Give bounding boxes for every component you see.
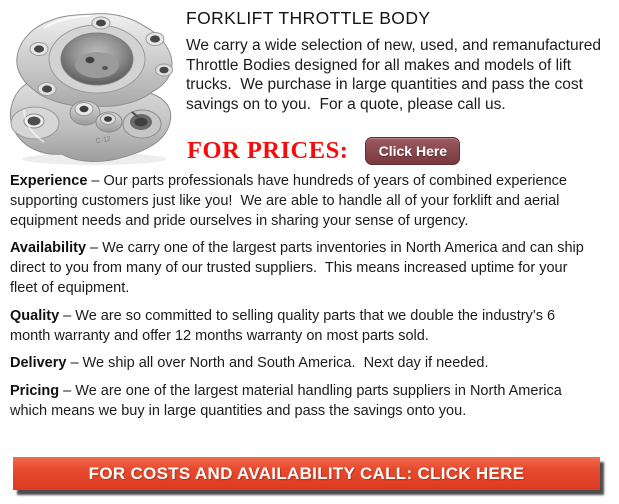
paragraph-text: – We carry one of the largest parts inventories in North America and can ship direct to you from many of our trusted suppliers. This means increased uptime for your fleet of equipment. — [10, 240, 588, 296]
for-prices-label: FOR PRICES: — [187, 137, 349, 164]
info-sections — [10, 172, 594, 430]
paragraph-delivery — [10, 354, 594, 374]
paragraph-text: – We ship all over North and South America. Next day if needed. — [66, 355, 489, 372]
intro-text: We carry a wide selection of new, used, and remanufactured Throttle Bodies designed for all makes and models of lift trucks. We purchase in large quantities and pass the cost savings on to you. For a quote, please call us. — [186, 37, 606, 113]
paragraph-pricing — [10, 382, 594, 422]
prices-row — [187, 137, 460, 165]
paragraph-experience — [10, 172, 594, 231]
paragraph-text: – We are so committed to selling quality parts that we double the industry’s 6 month warranty and offer 12 months warranty on most parts sold. — [10, 307, 560, 344]
paragraph-text: – We are one of the largest material handling parts suppliers in North America which means we buy in large quantities and pass the savings onto you. — [10, 383, 566, 419]
paragraph-text: – Our parts professionals have hundreds of years of combined experience supporting customers just like you! We are able to handle all of your forklift and aerial equipment needs and pride ourselves in sharing your sense of urgency. — [10, 173, 571, 229]
paragraph-heading: Pricing — [10, 383, 60, 400]
costs-availability-banner[interactable]: FOR COSTS AND AVAILABILITY CALL: CLICK HERE — [13, 457, 600, 490]
page-title: FORKLIFT THROTTLE BODY — [186, 8, 431, 28]
paragraph-availability — [10, 239, 594, 298]
throttle-body-image — [4, 10, 182, 168]
click-here-button[interactable]: Click Here — [365, 137, 460, 165]
paragraph-quality — [10, 307, 594, 347]
paragraph-heading: Availability — [10, 240, 87, 257]
paragraph-heading: Delivery — [10, 355, 67, 372]
cast-mark-text: C-12 — [95, 135, 112, 145]
paragraph-heading: Quality — [10, 307, 60, 324]
paragraph-heading: Experience — [10, 173, 88, 189]
throttle-body-photo — [4, 10, 182, 168]
